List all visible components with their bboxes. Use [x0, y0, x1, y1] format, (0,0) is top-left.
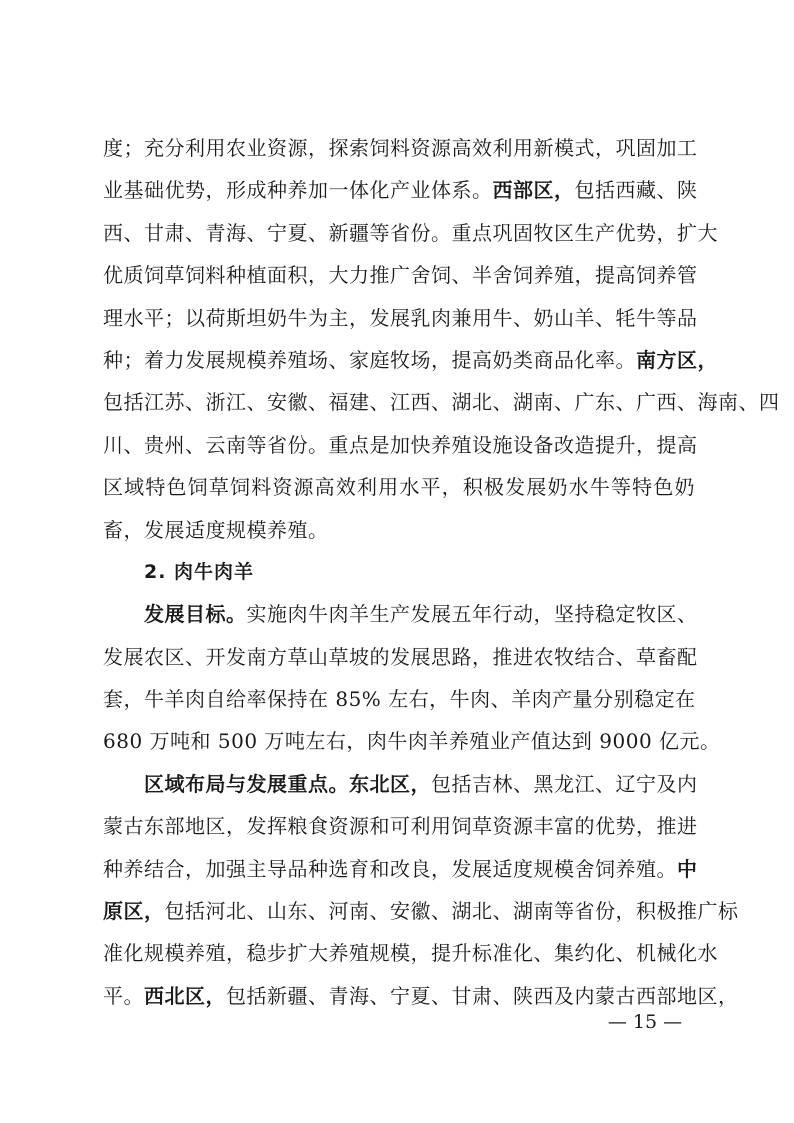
region-label-central-part2: 原区，	[103, 899, 165, 924]
text-line	[103, 424, 698, 466]
text-line	[103, 932, 718, 974]
body-text	[103, 127, 780, 1017]
text-span: 包括西藏、陕	[574, 178, 698, 203]
section-heading: 2. 肉牛肉羊	[144, 560, 255, 583]
text-line	[103, 763, 698, 805]
text-span: 种；着力发展规模养殖场、家庭牧场，提高奶类商品化率。	[103, 347, 636, 372]
text-span: 蒙古东部地区，发挥粮食资源和可利用饲草资源丰富的优势，推进	[103, 814, 698, 839]
text-line	[103, 212, 718, 254]
text-span: 准化规模养殖，稳步扩大养殖规模，提升标准化、集约化、机械化水	[103, 941, 718, 966]
text-span: 包括江苏、浙江、安徽、福建、江西、湖北、湖南、广东、广西、海南、四	[103, 390, 780, 415]
text-line	[103, 297, 698, 339]
text-line	[103, 127, 698, 169]
text-span: 平。	[103, 983, 144, 1008]
text-line	[103, 254, 698, 296]
paragraph-label-layout: 区域布局与发展重点。	[144, 771, 349, 796]
text-line	[103, 678, 695, 720]
text-span: 业基础优势，形成种养加一体化产业体系。	[103, 178, 493, 203]
text-span: 理水平；以荷斯坦奶牛为主，发展乳肉兼用牛、奶山羊、牦牛等品	[103, 305, 698, 330]
text-line	[103, 636, 698, 678]
text-line	[103, 720, 721, 762]
paragraph-label-goal: 发展目标。	[144, 602, 247, 627]
text-span: 种养结合，加强主导品种选育和改良，发展适度规模舍饲养殖。	[103, 856, 677, 881]
region-label-northeast: 东北区，	[349, 771, 431, 796]
text-span: 发展农区、开发南方草山草坡的发展思路，推进农牧结合、草畜配	[103, 644, 698, 669]
region-label-northwest: 西北区，	[144, 983, 226, 1008]
text-line	[103, 890, 739, 932]
text-line	[103, 339, 718, 381]
text-line	[103, 593, 698, 635]
text-span: 680 万吨和 500 万吨左右，肉牛肉羊养殖业产值达到 9000 亿元。	[103, 729, 721, 754]
text-line	[103, 169, 698, 211]
page-number: — 15 —	[607, 1011, 683, 1033]
text-span: 套，牛羊肉自给率保持在 85% 左右，牛肉、羊肉产量分别稳定在	[103, 687, 696, 712]
text-line	[103, 805, 698, 847]
text-span: 畜，发展适度规模养殖。	[103, 517, 329, 542]
text-span: 度；充分利用农业资源，探索饲料资源高效利用新模式，巩固加工	[103, 136, 698, 160]
text-line	[103, 509, 695, 551]
text-span: 优质饲草饲料种植面积，大力推广舍饲、半舍饲养殖，提高饲养管	[103, 263, 698, 288]
text-line	[103, 848, 698, 890]
text-line	[103, 466, 695, 508]
region-label-central-part1: 中	[677, 856, 698, 881]
text-span: 川、贵州、云南等省份。重点是加快养殖设施设备改造提升，提高	[103, 432, 698, 457]
text-span: 区域特色饲草饲料资源高效利用水平，积极发展奶水牛等特色奶	[103, 475, 695, 500]
text-span: 包括新疆、青海、宁夏、甘肃、陕西及内蒙古西部地区，	[226, 983, 739, 1008]
text-span: 包括吉林、黑龙江、辽宁及内	[431, 771, 698, 796]
text-span: 西、甘肃、青海、宁夏、新疆等省份。重点巩固牧区生产优势，扩大	[103, 220, 718, 245]
region-label-south: 南方区，	[636, 347, 718, 372]
text-span: 包括河北、山东、河南、安徽、湖北、湖南等省份，积极推广标	[164, 899, 739, 924]
text-line	[103, 381, 780, 423]
text-span: 实施肉牛肉羊生产发展五年行动，坚持稳定牧区、	[246, 602, 698, 627]
region-label-west: 西部区，	[492, 178, 575, 203]
